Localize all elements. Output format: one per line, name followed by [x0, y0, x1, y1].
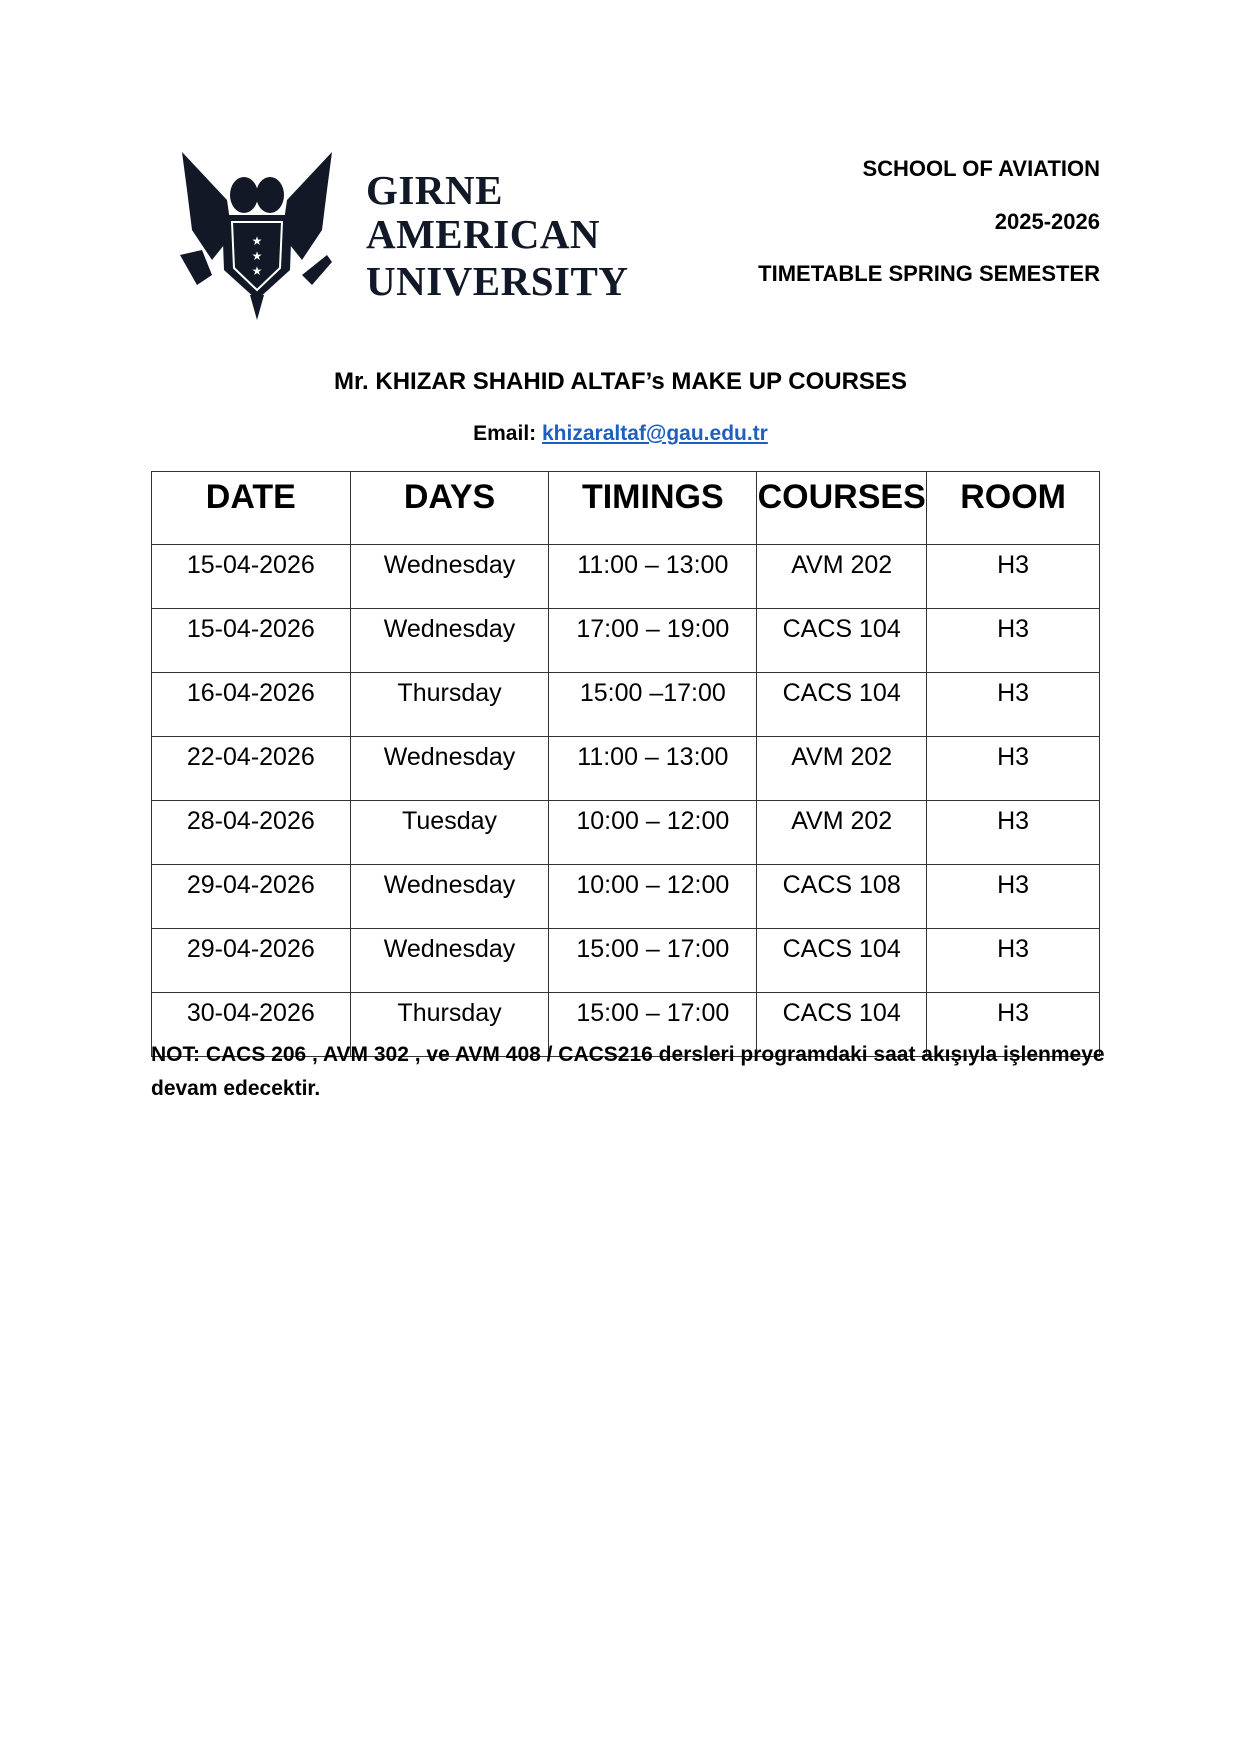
- cell-date: 29-04-2026: [152, 865, 351, 929]
- column-header-courses: COURSES: [757, 472, 927, 545]
- academic-year: 2025-2026: [994, 209, 1100, 234]
- cell-courses: CACS 104: [757, 673, 927, 737]
- email-label: Email:: [473, 422, 537, 445]
- table-row: [152, 801, 1100, 865]
- cell-timings: 15:00 –17:00: [549, 673, 757, 737]
- cell-courses: CACS 104: [757, 609, 927, 673]
- cell-timings: 10:00 – 12:00: [549, 865, 757, 929]
- semester-title: TIMETABLE SPRING SEMESTER: [758, 261, 1100, 286]
- column-header-timings: TIMINGS: [549, 472, 757, 545]
- cell-days: Wednesday: [350, 929, 549, 993]
- cell-timings: 11:00 – 13:00: [549, 545, 757, 609]
- note-text: NOT: CACS 206 , AVM 302 , ve AVM 408 / CACS216 dersleri programdaki saat akışıyla işlenmeye devam edecektir.: [151, 1043, 1105, 1100]
- logo-text-line: GIRNE: [366, 167, 503, 213]
- cell-courses: CACS 104: [757, 929, 927, 993]
- table-header-row: [152, 472, 1100, 545]
- cell-courses: AVM 202: [757, 737, 927, 801]
- cell-days: Thursday: [350, 993, 549, 1057]
- table-row: [152, 673, 1100, 737]
- logo-text-line: AMERICAN: [366, 211, 601, 257]
- cell-days: Wednesday: [350, 609, 549, 673]
- cell-timings: 15:00 – 17:00: [549, 993, 757, 1057]
- page-title: Mr. KHIZAR SHAHID ALTAF’s MAKE UP COURSES: [334, 368, 907, 395]
- cell-room: H3: [927, 801, 1100, 865]
- cell-date: 30-04-2026: [152, 993, 351, 1057]
- cell-days: Wednesday: [350, 737, 549, 801]
- email-link[interactable]: khizaraltaf@gau.edu.tr: [542, 422, 768, 445]
- cell-room: H3: [927, 545, 1100, 609]
- column-header-date: DATE: [152, 472, 351, 545]
- table-row: [152, 737, 1100, 801]
- cell-room: H3: [927, 737, 1100, 801]
- cell-days: Wednesday: [350, 865, 549, 929]
- table-row: [152, 929, 1100, 993]
- cell-date: 22-04-2026: [152, 737, 351, 801]
- cell-date: 29-04-2026: [152, 929, 351, 993]
- svg-text:★: ★: [251, 249, 263, 263]
- table-row: [152, 865, 1100, 929]
- cell-room: H3: [927, 929, 1100, 993]
- table-row: [152, 545, 1100, 609]
- cell-timings: 15:00 – 17:00: [549, 929, 757, 993]
- cell-room: H3: [927, 993, 1100, 1057]
- column-header-days: DAYS: [350, 472, 549, 545]
- table-row: [152, 609, 1100, 673]
- svg-text:★: ★: [251, 264, 263, 278]
- cell-date: 15-04-2026: [152, 545, 351, 609]
- cell-courses: CACS 104: [757, 993, 927, 1057]
- cell-timings: 11:00 – 13:00: [549, 737, 757, 801]
- cell-days: Tuesday: [350, 801, 549, 865]
- svg-text:★: ★: [251, 234, 263, 248]
- column-header-room: ROOM: [927, 472, 1100, 545]
- cell-timings: 10:00 – 12:00: [549, 801, 757, 865]
- timetable: [151, 471, 1100, 1057]
- cell-room: H3: [927, 609, 1100, 673]
- cell-room: H3: [927, 673, 1100, 737]
- cell-date: 16-04-2026: [152, 673, 351, 737]
- email-line: [0, 422, 1241, 446]
- cell-date: 15-04-2026: [152, 609, 351, 673]
- logo-text-line: UNIVERSITY: [366, 258, 629, 304]
- cell-room: H3: [927, 865, 1100, 929]
- university-eagle-logo: [172, 150, 342, 320]
- cell-date: 28-04-2026: [152, 801, 351, 865]
- cell-days: Wednesday: [350, 545, 549, 609]
- cell-courses: AVM 202: [757, 801, 927, 865]
- cell-timings: 17:00 – 19:00: [549, 609, 757, 673]
- cell-days: Thursday: [350, 673, 549, 737]
- school-name: SCHOOL OF AVIATION: [862, 156, 1100, 181]
- cell-courses: AVM 202: [757, 545, 927, 609]
- cell-courses: CACS 108: [757, 865, 927, 929]
